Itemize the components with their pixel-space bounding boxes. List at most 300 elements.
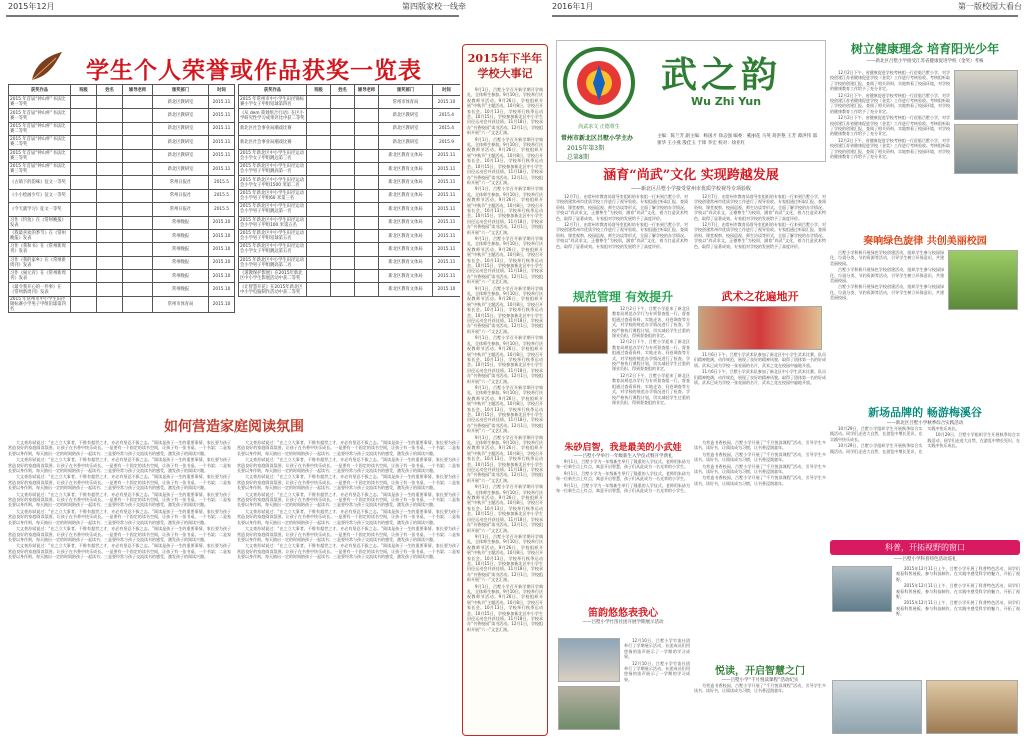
health-photo-2 [954, 124, 1018, 174]
table-row [239, 149, 461, 162]
sub3-text: 为营造书香校园，吕墅小学开展了“千月悦读课程”活动，引导学生多读书、读好书，让阅读成为习惯，让书香浸润童年。 [694, 683, 826, 694]
table-cell [123, 96, 153, 109]
table-cell [307, 109, 331, 122]
table-cell: 2015.11 [433, 243, 461, 256]
top-rule-right [552, 15, 1018, 17]
science-photo-2 [832, 680, 922, 734]
table-cell [331, 162, 355, 175]
table-cell: 2015.11 [209, 109, 235, 122]
table-cell [97, 96, 123, 109]
table-cell: 2015.11 [433, 189, 461, 202]
mid-right-text: 11月6日下午，吕墅小学武术队参加了新北区中小学生武术比赛。队员们精神饱满，动作规范，展现了良好的精神风貌，取得了团体第一名的好成绩。武术已成为学校一张亮丽的名片，武术之花在校园中遍地开放。 11月6日下午，吕墅小学武术队参加了新北区中小学生武术比赛。队员们精神饱满，动作规范，展现了良好的精神风貌，取得了团体第一名的好成绩。武术已成为学校一张亮丽的名片，武术之花在校园中遍地开放。 [694, 352, 826, 386]
table-row [239, 229, 461, 242]
table-cell [123, 122, 153, 135]
table-cell: 《古镇下的韵味》征文一等奖 [9, 176, 71, 189]
table-cell: 常州晚报 [153, 256, 209, 269]
table-row [9, 243, 235, 256]
table-cell: 《从 dem 策划组合行动》在区小学研究性学习成果评比中获二等奖 [239, 109, 307, 122]
table-cell [307, 229, 331, 242]
table-header: 颁奖部门 [379, 85, 433, 96]
table-cell [71, 243, 97, 256]
table-cell: 《我最喜欢的季节》在《常州晚报》发表 [9, 229, 71, 242]
table-header: 获奖作品 [239, 85, 307, 96]
mid-right-article [694, 288, 826, 438]
table-cell [331, 270, 355, 283]
table-row [239, 216, 461, 229]
events-title: 2015年下半年学校大事记 [467, 52, 543, 80]
sub3-subtitle: ——吕墅小学“千月悦读课程”活动纪实 [721, 678, 799, 683]
green-campus-photo [948, 250, 1018, 310]
right-article-4 [830, 540, 1020, 736]
table-cell: 新北区教育文体局 [379, 243, 433, 256]
table-row [239, 109, 461, 122]
table-cell: 2015 年新北区中小学生田径运动会小学男子甲组跳远第一名 [239, 203, 307, 216]
mid-left-article [556, 288, 690, 438]
table-cell [71, 283, 97, 296]
table-cell [123, 203, 153, 216]
table-row [9, 122, 235, 135]
table-cell [71, 149, 97, 162]
right3-title: 新场品牌的 畅游梅溪谷 [868, 406, 982, 419]
table-cell: 常州晚报 [153, 216, 209, 229]
table-cell [355, 203, 379, 216]
table-cell: 2015 年新北区中小学生田径运动会小学男子甲组60 米第三名 [239, 189, 307, 202]
lead-text: 12月7日，由常州市教育局督导室组织的专家组一行来到吕墅小学，对学校创建常州市优质学校工作进行了视导验收。专家组通过听取汇报、查阅资料、课堂观察、校园巡视、师生访谈等形式，全面了解学校的办学情况。学校以“尚武求文，正德尊生”为校训，涵育“尚武”文化，着力打造武术特色，取得了显著成效。专家组对学校的发展给予了高度评价。 12月7日，由常州市教育局督导室组织的专家组一行来到吕墅小学，对学校创建常州市优质学校工作进行了视导验收。专家组通过听取汇报、查阅资料、课堂观察、校园巡视、师生访谈等形式，全面了解学校的办学情况。学校以“尚武求文，正德尊生”为校训，涵育“尚武”文化，着力打造武术特色，取得了显著成效。专家组对学校的发展给予了高度评价。 12月7日，由常州市教育局督导室组织的专家组一行来到吕墅小学，对学校创建常州市优质学校工作进行了视导验收。专家组通过听取汇报、查阅资料、课堂观察、校园巡视、师生访谈等形式，全面了解学校的办学情况。学校以“尚武求文，正德尊生”为校训，涵育“尚武”文化，着力打造武术特色，取得了显著成效。专家组对学校的发展给予了高度评价。 12月7日，由常州市教育局督导室组织的专家组一行来到吕墅小学，对学校创建常州市优质学校工作进行了视导验收。专家组通过听取汇报、查阅资料、课堂观察、校园巡视、师生访谈等形式，全面了解学校的办学情况。学校以“尚武求文，正德尊生”为校训，涵育“尚武”文化，着力打造武术特色，取得了显著成效。专家组对学校的发展给予了高度评价。 [556, 194, 826, 249]
sub-article-2 [556, 604, 690, 736]
table-cell [307, 283, 331, 296]
table-cell [355, 270, 379, 283]
sub3-title: 悦读，开启智慧之门 [715, 666, 805, 677]
table-cell [331, 229, 355, 242]
table-cell [355, 136, 379, 149]
table-row [9, 270, 235, 283]
table-row [9, 149, 235, 162]
table-cell [355, 96, 379, 109]
table-cell: 2015 年首届“钟山杯”书法比赛二等奖 [9, 122, 71, 135]
table-cell [307, 176, 331, 189]
table-cell [97, 229, 123, 242]
table-cell: 《今天就学习》征文一等奖 [9, 203, 71, 216]
reading-col-1: 大文豪苏轼说过：“在之立大事者，不惟有超世之才，亦必有坚忍不拔之志。”阅读是孩子一生的重要事情，家长要为孩子营造良好的家庭阅读氛围，让孩子在书香中快乐成长。一是要有一个固定的读书空间，让孩子有一张书桌、一个书架；二是家长要以身作则，每天抽出一定的时间陪孩子一起读书；三是要经常与孩子交流读书的感受，激发孩子的阅读兴趣。 大文豪苏轼说过：“在之立大事者，不惟有超世之才，亦必有坚忍不拔之志。”阅读是孩子一生的重要事情，家长要为孩子营造良好的家庭阅读氛围，让孩子在书香中快乐成长。一是要有一个固定的读书空间，让孩子有一张书桌、一个书架；二是家长要以身作则，每天抽出一定的时间陪孩子一起读书；三是要经常与孩子交流读书的感受，激发孩子的阅读兴趣。 大文豪苏轼说过：“在之立大事者，不惟有超世之才，亦必有坚忍不拔之志。”阅读是孩子一生的重要事情，家长要为孩子营造良好的家庭阅读氛围，让孩子在书香中快乐成长。一是要有一个固定的读书空间，让孩子有一张书桌、一个书架；二是家长要以身作则，每天抽出一定的时间陪孩子一起读书；三是要经常与孩子交流读书的感受，激发孩子的阅读兴趣。 大文豪苏轼说过：“在之立大事者，不惟有超世之才，亦必有坚忍不拔之志。”阅读是孩子一生的重要事情，家长要为孩子营造良好的家庭阅读氛围，让孩子在书香中快乐成长。一是要有一个固定的读书空间，让孩子有一张书桌、一个书架；二是家长要以身作则，每天抽出一定的时间陪孩子一起读书；三是要经常与孩子交流读书的感受，激发孩子的阅读兴趣。 大文豪苏轼说过：“在之立大事者，不惟有超世之才，亦必有坚忍不拔之志。”阅读是孩子一生的重要事情，家长要为孩子营造良好的家庭阅读氛围，让孩子在书香中快乐成长。一是要有一个固定的读书空间，让孩子有一张书桌、一个书架；二是家长要以身作则，每天抽出一定的时间陪孩子一起读书；三是要经常与孩子交流读书的感受，激发孩子的阅读兴趣。 大文豪苏轼说过：“在之立大事者，不惟有超世之才，亦必有坚忍不拔之志。”阅读是孩子一生的重要事情，家长要为孩子营造良好的家庭阅读氛围，让孩子在书香中快乐成长。一是要有一个固定的读书空间，让孩子有一张书桌、一个书架；二是家长要以身作则，每天抽出一定的时间陪孩子一起读书；三是要经常与孩子交流读书的感受，激发孩子的阅读兴趣。 大文豪苏轼说过：“在之立大事者，不惟有超世之才，亦必有坚忍不拔之志。”阅读是孩子一生的重要事情，家长要为孩子营造良好的家庭阅读氛围，让孩子在书香中快乐成长。一是要有一个固定的读书空间，让孩子有一张书桌、一个书架；二是家长要以身作则，每天抽出一定的时间陪孩子一起读书；三是要经常与孩子交流读书的感受，激发孩子的阅读兴趣。 [8, 440, 231, 560]
sub2-text: 12月10日，吕墅小学竹笛社团举行了学期展示活动，社团成员们用悠扬的笛声展示了一学期的学习成果。 12月10日，吕墅小学竹笛社团举行了学期展示活动，社团成员们用悠扬的笛声展示了一学期的学习成果。 [624, 638, 690, 682]
table-cell: 习作《我的家乡》在《常州新周刊》发表 [9, 256, 71, 269]
table-cell: 2015.11 [209, 122, 235, 135]
table-cell: 2015 年首届“钟山杯”书法比赛三等奖 [9, 149, 71, 162]
table-row [9, 229, 235, 242]
table-row [239, 136, 461, 149]
honors-table-right [238, 84, 460, 297]
leaf-decoration [26, 50, 66, 84]
table-cell: 习作《钓鱼》在《常州晚报》发表 [9, 216, 71, 229]
table-cell: 2015.4 [433, 122, 461, 135]
table-row [239, 203, 461, 216]
table-cell [71, 176, 97, 189]
table-cell [355, 162, 379, 175]
table-cell: 2015 年首届“钟山杯”书法比赛一等奖 [9, 109, 71, 122]
table-row [239, 283, 461, 296]
school-emblem [561, 45, 637, 121]
table-cell [331, 243, 355, 256]
table-cell: 2015 年新北区中小学生田径运动会小学男子甲组100 米第五名 [239, 216, 307, 229]
table-cell: 新北区教育文体局 [379, 256, 433, 269]
table-cell: 2015.11 [433, 256, 461, 269]
table-cell [123, 296, 153, 312]
table-row [239, 270, 461, 283]
table-cell [331, 216, 355, 229]
table-cell: 新北区教研室 [153, 109, 209, 122]
table-cell: 常州日报社 [153, 189, 209, 202]
table-cell: 2015.9 [433, 136, 461, 149]
table-header: 辅导老师 [355, 85, 379, 96]
sub-article-3 [694, 440, 826, 736]
table-cell [71, 162, 97, 175]
right-article-3 [830, 404, 1020, 538]
table-cell [123, 256, 153, 269]
table-cell: 2015.10 [433, 96, 461, 109]
table-cell [97, 270, 123, 283]
table-cell: 新北区教研室 [153, 136, 209, 149]
lead-title: 涵育“尚武”文化 实现跨越发展 [603, 168, 779, 183]
table-cell: 新北区教育文体局 [379, 229, 433, 242]
mid-left-title: 规范管理 有效提升 [572, 290, 674, 304]
table-cell [97, 109, 123, 122]
honors-panel [8, 48, 460, 410]
table-cell: 2015.11 [433, 149, 461, 162]
table-row [9, 203, 235, 216]
table-cell: 2015.11 [433, 203, 461, 216]
table-cell: 2015.10 [433, 283, 461, 296]
table-header: 颁奖部门 [153, 85, 209, 96]
reading-title: 如何营造家庭阅读氛围 [164, 419, 304, 435]
table-cell [307, 256, 331, 269]
table-header: 时间 [433, 85, 461, 96]
table-cell [355, 149, 379, 162]
table-cell [123, 136, 153, 149]
table-cell: 新北区教研室 [379, 109, 433, 122]
table-cell [307, 122, 331, 135]
table-row [9, 109, 235, 122]
table-row [239, 243, 461, 256]
table-cell [331, 203, 355, 216]
table-cell: 新北区教育文体局 [379, 283, 433, 296]
table-cell [331, 256, 355, 269]
top-rule-left [6, 15, 459, 17]
table-header: 班级 [307, 85, 331, 96]
table-cell [71, 203, 97, 216]
table-cell [97, 122, 123, 135]
table-cell [97, 203, 123, 216]
table-cell: 2015.10 [209, 283, 235, 296]
meeting-photo [558, 306, 608, 354]
table-cell: 2015 年新北区中小学生田径运动会小学男子甲组跳高第一名 [239, 162, 307, 175]
table-cell [123, 176, 153, 189]
table-row [9, 283, 235, 296]
table-cell: 2015.11 [209, 136, 235, 149]
table-cell: 2015.10 [209, 243, 235, 256]
right-article-2 [830, 232, 1020, 402]
table-cell: 新北区教研室 [153, 96, 209, 109]
reading-col-2: 大文豪苏轼说过：“在之立大事者，不惟有超世之才，亦必有坚忍不拔之志。”阅读是孩子一生的重要事情，家长要为孩子营造良好的家庭阅读氛围，让孩子在书香中快乐成长。一是要有一个固定的读书空间，让孩子有一张书桌、一个书架；二是家长要以身作则，每天抽出一定的时间陪孩子一起读书；三是要经常与孩子交流读书的感受，激发孩子的阅读兴趣。 大文豪苏轼说过：“在之立大事者，不惟有超世之才，亦必有坚忍不拔之志。”阅读是孩子一生的重要事情，家长要为孩子营造良好的家庭阅读氛围，让孩子在书香中快乐成长。一是要有一个固定的读书空间，让孩子有一张书桌、一个书架；二是家长要以身作则，每天抽出一定的时间陪孩子一起读书；三是要经常与孩子交流读书的感受，激发孩子的阅读兴趣。 大文豪苏轼说过：“在之立大事者，不惟有超世之才，亦必有坚忍不拔之志。”阅读是孩子一生的重要事情，家长要为孩子营造良好的家庭阅读氛围，让孩子在书香中快乐成长。一是要有一个固定的读书空间，让孩子有一张书桌、一个书架；二是家长要以身作则，每天抽出一定的时间陪孩子一起读书；三是要经常与孩子交流读书的感受，激发孩子的阅读兴趣。 大文豪苏轼说过：“在之立大事者，不惟有超世之才，亦必有坚忍不拔之志。”阅读是孩子一生的重要事情，家长要为孩子营造良好的家庭阅读氛围，让孩子在书香中快乐成长。一是要有一个固定的读书空间，让孩子有一张书桌、一个书架；二是家长要以身作则，每天抽出一定的时间陪孩子一起读书；三是要经常与孩子交流读书的感受，激发孩子的阅读兴趣。 大文豪苏轼说过：“在之立大事者，不惟有超世之才，亦必有坚忍不拔之志。”阅读是孩子一生的重要事情，家长要为孩子营造良好的家庭阅读氛围，让孩子在书香中快乐成长。一是要有一个固定的读书空间，让孩子有一张书桌、一个书架；二是家长要以身作则，每天抽出一定的时间陪孩子一起读书；三是要经常与孩子交流读书的感受，激发孩子的阅读兴趣。 大文豪苏轼说过：“在之立大事者，不惟有超世之才，亦必有坚忍不拔之志。”阅读是孩子一生的重要事情，家长要为孩子营造良好的家庭阅读氛围，让孩子在书香中快乐成长。一是要有一个固定的读书空间，让孩子有一张书桌、一个书架；二是家长要以身作则，每天抽出一定的时间陪孩子一起读书；三是要经常与孩子交流读书的感受，激发孩子的阅读兴趣。 大文豪苏轼说过：“在之立大事者，不惟有超世之才，亦必有坚忍不拔之志。”阅读是孩子一生的重要事情，家长要为孩子营造良好的家庭阅读氛围，让孩子在书香中快乐成长。一是要有一个固定的读书空间，让孩子有一张书桌、一个书架；二是家长要以身作则，每天抽出一定的时间陪孩子一起读书；三是要经常与孩子交流读书的感受，激发孩子的阅读兴趣。 [237, 440, 460, 560]
table-row [9, 256, 235, 269]
lead-subtitle: ——新北区吕墅小学接受常州市优质学校视导专项验收 [630, 186, 751, 192]
table-cell: 《小小绘画少年》征文一等奖 [9, 189, 71, 202]
table-header: 辅导老师 [123, 85, 153, 96]
right1-title: 树立健康理念 培育阳光少年 [850, 42, 1000, 56]
right-page-label: 第一版校园大看台 [958, 2, 1022, 11]
table-header: 获奖作品 [9, 85, 71, 96]
right2-text: 吕墅小学积极开展绿色学校创建活动，组织学生参与校园绿化、垃圾分类、节约资源等活动，引导学生树立环保意识，共建美丽校园。 吕墅小学积极开展绿色学校创建活动，组织学生参与校园绿化、垃圾分类、节约资源等活动，引导学生树立环保意识，共建美丽校园。 吕墅小学积极开展绿色学校创建活动，组织学生参与校园绿化、垃圾分类、节约资源等活动，引导学生树立环保意识，共建美丽校园。 [830, 250, 944, 301]
table-cell: 新北区教研室 [379, 122, 433, 135]
table-cell [307, 216, 331, 229]
right4-subtitle: ——吕墅小学科普特色活动巡礼 [893, 557, 957, 562]
table-cell [331, 149, 355, 162]
table-cell [307, 149, 331, 162]
table-header: 姓名 [331, 85, 355, 96]
table-cell [355, 109, 379, 122]
table-cell [331, 176, 355, 189]
sub1-title: 朱砂启智，我是最美的小武娃 [564, 443, 682, 453]
flute-photo-1 [558, 638, 620, 682]
masthead [556, 40, 826, 162]
emblem-motto: 尚武求文 正德尊生 [578, 124, 620, 130]
honors-table-left [8, 84, 235, 313]
table-cell: 习作《我和书》在《常州新周刊》发表 [9, 243, 71, 256]
table-cell [307, 203, 331, 216]
right1-subtitle: ——新北区吕墅小学接受江苏省健康促进学校（金奖）考核 [866, 59, 984, 64]
table-cell: 2015.11 [433, 176, 461, 189]
table-cell: 2015 年常州市中小学生田径锦标赛小学女子甲组铅球第四名 [239, 96, 307, 109]
sub2-subtitle: ——吕墅小学竹笛社团开展学期展示活动 [582, 620, 664, 625]
table-cell: 常州晚报 [153, 229, 209, 242]
table-cell [355, 122, 379, 135]
table-row [9, 176, 235, 189]
table-cell [123, 229, 153, 242]
table-cell: 2015.11 [433, 229, 461, 242]
table-cell [307, 270, 331, 283]
table-cell: 新北区教育文体局 [379, 176, 433, 189]
masthead-issue: 2015年第3期 [567, 145, 605, 152]
left-date: 2015年12月 [8, 2, 55, 11]
table-cell [97, 149, 123, 162]
table-cell: 新北区教育文体局 [379, 216, 433, 229]
table-cell: 《道教保护影展》在2015年新北区中小学生影展活动中获二等奖 [239, 270, 307, 283]
table-row [9, 96, 235, 109]
table-cell [97, 162, 123, 175]
table-row [239, 176, 461, 189]
table-cell [97, 189, 123, 202]
right3-subtitle: ——新北区吕墅小学秋季综合实践活动 [886, 421, 964, 426]
table-cell: 2015.10 [209, 229, 235, 242]
table-cell: 习作《闹元宵》在《常州新周刊》发表 [9, 270, 71, 283]
table-cell [355, 216, 379, 229]
masthead-total: 总第8期 [567, 154, 589, 161]
table-cell: 2015 年首届“钟山杯”书法比赛二等奖 [9, 136, 71, 149]
table-cell [97, 283, 123, 296]
right1-text: 12月2日下午，省健康促进学校考核组一行莅临吕墅小学，对学校创建江苏省健康促进学校（金奖）工作进行考核验收。考核组听取了学校的创建汇报，查阅了相关资料，实地察看了校园环境，对学校的健康教育工作给予了充分肯定。 12月2日下午，省健康促进学校考核组一行莅临吕墅小学，对学校创建江苏省健康促进学校（金奖）工作进行考核验收。考核组听取了学校的创建汇报，查阅了相关资料，实地察看了校园环境，对学校的健康教育工作给予了充分肯定。 12月2日下午，省健康促进学校考核组一行莅临吕墅小学，对学校创建江苏省健康促进学校（金奖）工作进行考核验收。考核组听取了学校的创建汇报，查阅了相关资料，实地察看了校园环境，对学校的健康教育工作给予了充分肯定。 12月2日下午，省健康促进学校考核组一行莅临吕墅小学，对学校创建江苏省健康促进学校（金奖）工作进行考核验收。考核组听取了学校的创建汇报，查阅了相关资料，实地察看了校园环境，对学校的健康教育工作给予了充分肯定。 [830, 70, 950, 160]
table-cell: 2015 年新北区中小学生田径运动会小学女子甲组跳远第三名 [239, 149, 307, 162]
table-cell: 常州晚报 [153, 270, 209, 283]
table-cell: 2015 年新北区中小学生田径运动会小学男子甲组铅球第五名 [239, 229, 307, 242]
table-cell [97, 136, 123, 149]
table-cell [123, 149, 153, 162]
right4-banner [830, 540, 1020, 555]
table-cell [71, 109, 97, 122]
table-cell [97, 216, 123, 229]
sub3-intro-text: 为营造书香校园，吕墅小学开展了“千月悦读课程”活动，引导学生多读书、读好书，让阅读成为习惯，让书香浸润童年。 为营造书香校园，吕墅小学开展了“千月悦读课程”活动，引导学生多读书、读好书，让阅读成为习惯，让书香浸润童年。 为营造书香校园，吕墅小学开展了“千月悦读课程”活动，引导学生多读书、读好书，让阅读成为习惯，让书香浸润童年。 为营造书香校园，吕墅小学开展了“千月悦读课程”活动，引导学生多读书、读好书，让阅读成为习惯，让书香浸润童年。 [694, 440, 826, 486]
sub1-text: 9月1日，吕墅小学为一年级新生举行了隆重的入学仪式。老师用朱砂为每一位新生点上红点，寓意开启智慧，孩子们从此成为一名光荣的小学生。 9月1日，吕墅小学为一年级新生举行了隆重的入学仪式。老师用朱砂为每一位新生点上红点，寓意开启智慧，孩子们从此成为一名光荣的小学生。 9月1日，吕墅小学为一年级新生举行了隆重的入学仪式。老师用朱砂为每一位新生点上红点，寓意开启智慧，孩子们从此成为一名光荣的小学生。 [556, 459, 690, 494]
table-cell: 2015 年新北区中小学生田径运动会小学女子甲组跳远第五名 [239, 243, 307, 256]
health-photo-1 [954, 70, 1018, 120]
table-cell [355, 229, 379, 242]
table-cell: 常州日报社 [153, 176, 209, 189]
table-cell: 2015.11 [209, 96, 235, 109]
right2-title: 奏响绿色旋律 共创美丽校园 [863, 236, 987, 247]
table-row [239, 122, 461, 135]
right4-text: 2015年12月11日上午，吕墅小学开展了科普特色活动，同学们观看科普展板、参与科技制作，在实践中感受科学的魅力，开拓了视野。 2015年12月11日上午，吕墅小学开展了科普特色活动，同学们观看科普展板、参与科技制作，在实践中感受科学的魅力，开拓了视野。 2015年12月11日上午，吕墅小学开展了科普特色活动，同学们观看科普展板、参与科技制作，在实践中感受科学的魅力，开拓了视野。 [896, 566, 1020, 617]
table-row [239, 189, 461, 202]
left-page-label: 第四版家校一线牵 [402, 2, 466, 11]
table-cell: 2015.10 [209, 256, 235, 269]
table-cell: 常州日报社 [153, 203, 209, 216]
table-cell: 2015.11 [209, 149, 235, 162]
table-cell: 新北区教研室 [379, 136, 433, 149]
table-header: 姓名 [97, 85, 123, 96]
table-cell: 新北区教研室 [153, 149, 209, 162]
table-cell: 《最令我开心的一件事》在《常州新周刊》发表 [9, 283, 71, 296]
table-cell [71, 296, 97, 312]
table-cell [71, 216, 97, 229]
table-cell [355, 283, 379, 296]
table-cell [331, 136, 355, 149]
table-cell [331, 96, 355, 109]
table-row [9, 216, 235, 229]
table-cell [97, 243, 123, 256]
table-cell: 2015.11 [209, 162, 235, 175]
honors-title: 学生个人荣誉或作品获奖一览表 [86, 57, 422, 84]
science-photo-3 [926, 680, 1018, 734]
table-cell [355, 243, 379, 256]
table-cell [331, 109, 355, 122]
table-row [9, 162, 235, 175]
mid-left-text: 12月2日下午，吕墅小学迎来了新北区教育局规范办学行为专项督查组一行。督查组通过查看资料、实地走访、问卷调查等方式，对学校的规范办学情况进行了检查。学校严格执行课程计划，切实减轻学生过重的课业负担，得到督查组的肯定。 12月2日下午，吕墅小学迎来了新北区教育局规范办学行为专项督查组一行。督查组通过查看资料、实地走访、问卷调查等方式，对学校的规范办学情况进行了检查。学校严格执行课程计划，切实减轻学生过重的课业负担，得到督查组的肯定。 12月2日下午，吕墅小学迎来了新北区教育局规范办学行为专项督查组一行。督查组通过查看资料、实地走访、问卷调查等方式，对学校的规范办学情况进行了检查。学校严格执行课程计划，切实减轻学生过重的课业负担，得到督查组的肯定。 [612, 306, 690, 405]
table-cell [123, 216, 153, 229]
table-cell [355, 189, 379, 202]
table-cell [71, 229, 97, 242]
sub1-subtitle: ——吕墅小学举行一年级新生入学仪式暨开学典礼 [573, 454, 673, 459]
table-cell: 新北区教育文体局 [379, 189, 433, 202]
table-cell: 常州市体育局 [379, 96, 433, 109]
reading-panel [8, 410, 460, 735]
table-cell [123, 270, 153, 283]
table-cell [71, 189, 97, 202]
table-cell: 《让智慧开花》在2015年新北区中小学电脑制作活动中获二等奖 [239, 283, 307, 296]
table-cell [97, 176, 123, 189]
table-cell [123, 283, 153, 296]
table-cell [331, 283, 355, 296]
table-cell: 2015.11 [433, 270, 461, 283]
table-cell: 新北区教研室 [153, 122, 209, 135]
sub-article-1 [556, 440, 690, 600]
table-cell: 2015.4 [433, 109, 461, 122]
table-cell: 2015 年新北区中小学生田径运动会小学女子甲组1500 米第二名 [239, 176, 307, 189]
table-cell: 常州晚报 [153, 243, 209, 256]
right3-text: 10月29日，吕墅小学组织学生开展秋季综合实践活动。同学们走进大自然，在游览中增长见识，在实践中快乐成长。 10月29日，吕墅小学组织学生开展秋季综合实践活动。同学们走进大自然，在游览中增长见识，在实践中快乐成长。 10月29日，吕墅小学组织学生开展秋季综合实践活动。同学们走进大自然，在游览中增长见识，在实践中快乐成长。 [830, 426, 1020, 454]
table-row [239, 162, 461, 175]
sub2-title: 笛韵悠悠表我心 [588, 608, 658, 619]
table-row [9, 136, 235, 149]
table-cell [71, 136, 97, 149]
table-cell: 常州晚报 [153, 283, 209, 296]
table-cell: 2015 年首届“钟山杯”书法比赛一等奖 [9, 96, 71, 109]
table-cell [123, 189, 153, 202]
table-header: 班级 [71, 85, 97, 96]
events-text: 9月1日，吕墅小学召开新学期开学典礼，全体师生参加。9月10日，学校举行庆祝教师节活动。9月26日，学校组织开展“中秋节”主题活动。10月8日，学校召开家长会。10月13日，学校举行秋季运动会。10月15日，学校参加新北区中小学生田径运动会并获佳绩。11月18日，学校承办“书香校园”读书活动。12月1日，学校组织开展“六一”文艺汇演。 9月1日，吕墅小学召开新学期开学典礼，全体师生参加。9月10日，学校举行庆祝教师节活动。9月26日，学校组织开展“中秋节”主题活动。10月8日，学校召开家长会。10月13日，学校举行秋季运动会。10月15日，学校参加新北区中小学生田径运动会并获佳绩。11月18日，学校承办“书香校园”读书活动。12月1日，学校组织开展“六一”文艺汇演。 9月1日，吕墅小学召开新学期开学典礼，全体师生参加。9月10日，学校举行庆祝教师节活动。9月26日，学校组织开展“中秋节”主题活动。10月8日，学校召开家长会。10月13日，学校举行秋季运动会。10月15日，学校参加新北区中小学生田径运动会并获佳绩。11月18日，学校承办“书香校园”读书活动。12月1日，学校组织开展“六一”文艺汇演。 9月1日，吕墅小学召开新学期开学典礼，全体师生参加。9月10日，学校举行庆祝教师节活动。9月26日，学校组织开展“中秋节”主题活动。10月8日，学校召开家长会。10月13日，学校举行秋季运动会。10月15日，学校参加新北区中小学生田径运动会并获佳绩。11月18日，学校承办“书香校园”读书活动。12月1日，学校组织开展“六一”文艺汇演。 9月1日，吕墅小学召开新学期开学典礼，全体师生参加。9月10日，学校举行庆祝教师节活动。9月26日，学校组织开展“中秋节”主题活动。10月8日，学校召开家长会。10月13日，学校举行秋季运动会。10月15日，学校参加新北区中小学生田径运动会并获佳绩。11月18日，学校承办“书香校园”读书活动。12月1日，学校组织开展“六一”文艺汇演。 9月1日，吕墅小学召开新学期开学典礼，全体师生参加。9月10日，学校举行庆祝教师节活动。9月26日，学校组织开展“中秋节”主题活动。10月8日，学校召开家长会。10月13日，学校举行秋季运动会。10月15日，学校参加新北区中小学生田径运动会并获佳绩。11月18日，学校承办“书香校园”读书活动。12月1日，学校组织开展“六一”文艺汇演。 9月1日，吕墅小学召开新学期开学典礼，全体师生参加。9月10日，学校举行庆祝教师节活动。9月26日，学校组织开展“中秋节”主题活动。10月8日，学校召开家长会。10月13日，学校举行秋季运动会。10月15日，学校参加新北区中小学生田径运动会并获佳绩。11月18日，学校承办“书香校园”读书活动。12月1日，学校组织开展“六一”文艺汇演。 9月1日，吕墅小学召开新学期开学典礼，全体师生参加。9月10日，学校举行庆祝教师节活动。9月26日，学校组织开展“中秋节”主题活动。10月8日，学校召开家长会。10月13日，学校举行秋季运动会。10月15日，学校参加新北区中小学生田径运动会并获佳绩。11月18日，学校承办“书香校园”读书活动。12月1日，学校组织开展“六一”文艺汇演。 9月1日，吕墅小学召开新学期开学典礼，全体师生参加。9月10日，学校举行庆祝教师节活动。9月26日，学校组织开展“中秋节”主题活动。10月8日，学校召开家长会。10月13日，学校举行秋季运动会。10月15日，学校参加新北区中小学生田径运动会并获佳绩。11月18日，学校承办“书香校园”读书活动。12月1日，学校组织开展“六一”文艺汇演。 9月1日，吕墅小学召开新学期开学典礼，全体师生参加。9月10日，学校举行庆祝教师节活动。9月26日，学校组织开展“中秋节”主题活动。10月8日，学校召开家长会。10月13日，学校举行秋季运动会。10月15日，学校参加新北区中小学生田径运动会并获佳绩。11月18日，学校承办“书香校园”读书活动。12月1日，学校组织开展“六一”文艺汇演。 9月1日，吕墅小学召开新学期开学典礼，全体师生参加。9月10日，学校举行庆祝教师节活动。9月26日，学校组织开展“中秋节”主题活动。10月8日，学校召开家长会。10月13日，学校举行秋季运动会。10月15日，学校参加新北区中小学生田径运动会并获佳绩。11月18日，学校承办“书香校园”读书活动。12月1日，学校组织开展“六一”文艺汇演。 [467, 87, 543, 632]
table-cell: 新北区教育文体局 [379, 149, 433, 162]
table-cell: 新北区教育文体局 [379, 270, 433, 283]
table-cell [355, 176, 379, 189]
table-cell: 2015.11 [433, 216, 461, 229]
table-cell: 新北区教育文体局 [379, 162, 433, 175]
events-panel [462, 44, 548, 736]
table-row [239, 256, 461, 269]
table-cell: 2015.5 [209, 189, 235, 202]
lead-article [556, 164, 826, 288]
table-cell [355, 256, 379, 269]
table-cell [97, 256, 123, 269]
table-cell: 2015.5 [209, 203, 235, 216]
table-row [9, 189, 235, 202]
table-cell [71, 96, 97, 109]
table-cell: 2015.5 [209, 176, 235, 189]
table-cell: 2015 年新北区中小学生田径运动会小学男子甲组跳高第二名 [239, 256, 307, 269]
table-cell: 常州市体育局 [153, 296, 209, 312]
table-cell: 2015.10 [209, 296, 235, 312]
table-cell: 2015.10 [209, 270, 235, 283]
table-cell: 2015 年首届“钟山杯”书法比赛三等奖 [9, 162, 71, 175]
table-cell: 新北区教研室 [153, 162, 209, 175]
science-photo-1 [832, 566, 892, 612]
table-cell [331, 122, 355, 135]
table-cell [123, 109, 153, 122]
table-cell [71, 122, 97, 135]
masthead-title: 武之韵 [661, 54, 782, 96]
table-cell [307, 136, 331, 149]
masthead-staff: 主编：陈兰芳 副主编：杨国才 徐志强 编委：奚丽花 马英 蒋洪艳 王芳 谭洪伟 邵蕾华 王小燕 殷佳玉 于锋 李宏 校对：徐亚红 [657, 134, 817, 146]
table-header: 时间 [209, 85, 235, 96]
table-cell [71, 270, 97, 283]
table-cell [71, 256, 97, 269]
table-cell [331, 189, 355, 202]
table-cell: 新北区社会事业局潮戏比赛 [239, 136, 307, 149]
table-cell: 2015.11 [433, 162, 461, 175]
table-row [9, 296, 235, 312]
table-cell: 2015 年常州市中小学生田径锦标赛小学男子甲组铅球第四名 [9, 296, 71, 312]
table-cell [123, 162, 153, 175]
right-date: 2016年1月 [552, 2, 594, 11]
masthead-school: 常州市新北区吕墅小学主办 [561, 135, 634, 142]
table-row [239, 96, 461, 109]
mid-right-title: 武术之花遍地开 [721, 290, 799, 303]
table-cell [307, 189, 331, 202]
table-cell: 新北区教育文体局 [379, 203, 433, 216]
table-cell: 新北区社会事业局潮戏比赛 [239, 122, 307, 135]
table-cell [123, 243, 153, 256]
table-cell [307, 162, 331, 175]
table-cell [97, 296, 123, 312]
masthead-pinyin: Wu Zhi Yun [691, 95, 762, 108]
martial-arts-photo [698, 306, 822, 350]
right4-title: 科普，开拓视野的窗口 [885, 543, 965, 552]
